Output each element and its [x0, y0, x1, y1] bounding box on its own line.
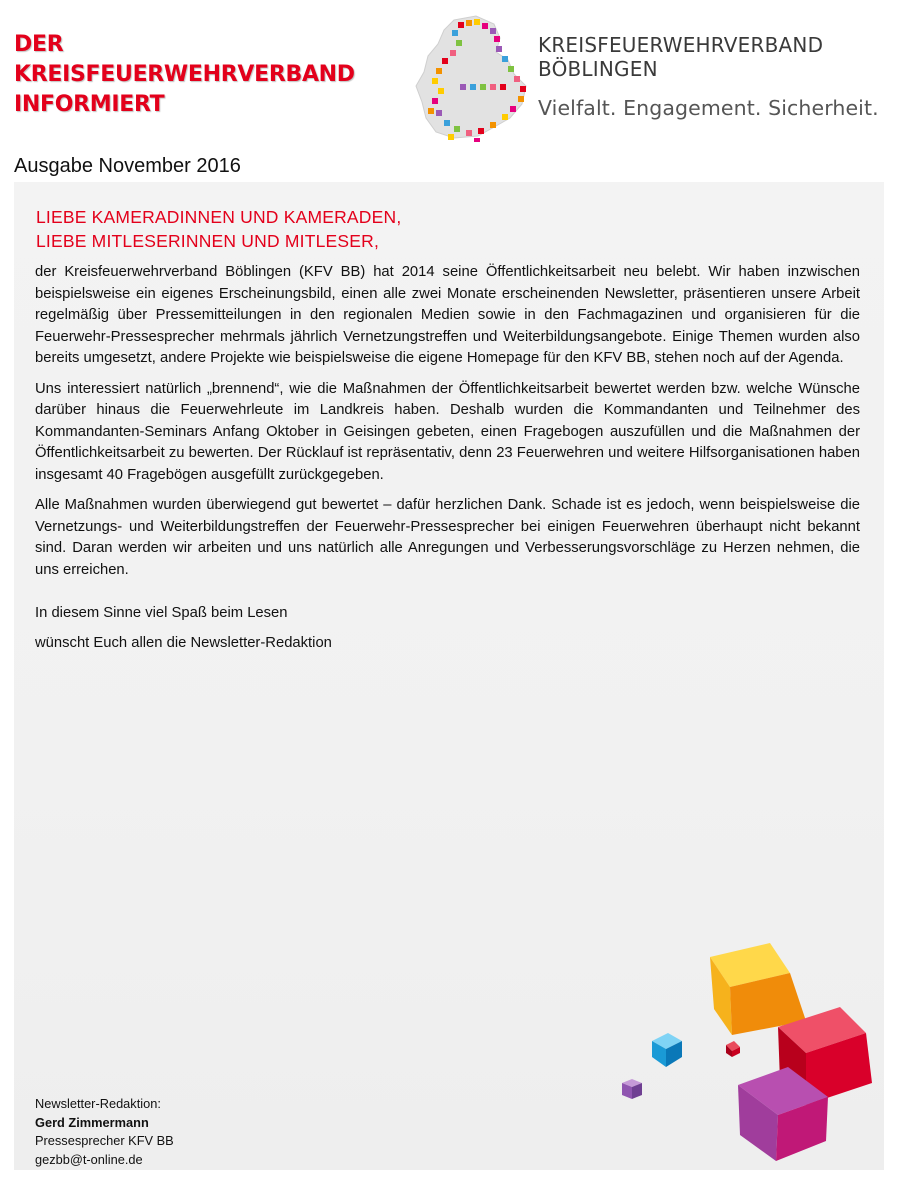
logo-square	[490, 122, 496, 128]
logo-square	[428, 108, 434, 114]
district-map-logo-icon	[414, 14, 532, 142]
paragraph: Alle Maßnahmen wurden überwiegend gut bewertet – dafür herzlichen Dank. Schade ist es jedoch, wenn beispielsweise die Vernetzungs- und Weiterbildungstreffen der Feuerwehr-Pressesprecher bei einigen Feuerwehren überhaupt nicht bekannt sind. Daran werden wir arbeiten und uns natürlich alle Anregungen und Verbesserungsvorschläge zu Herzen nehmen, die uns erreichen.	[35, 497, 860, 578]
organization-slogan: Vielfalt. Engagement. Sicherheit.	[538, 96, 879, 120]
logo-square	[478, 128, 484, 134]
title-line: KREISFEUERWEHRVERBAND	[14, 62, 355, 87]
logo-square	[474, 138, 480, 142]
logo-square	[454, 126, 460, 132]
logo-square	[500, 84, 506, 90]
logo-square	[444, 120, 450, 126]
tiny-red-cube-icon	[726, 1041, 740, 1057]
logo-square	[456, 40, 462, 46]
logo-square	[502, 56, 508, 62]
editor-role: Pressesprecher KFV BB	[35, 1133, 174, 1148]
issue-date: Ausgabe November 2016	[14, 155, 241, 177]
logo-square	[460, 84, 466, 90]
logo-square	[496, 46, 502, 52]
greeting	[36, 205, 401, 253]
logo-square	[502, 114, 508, 120]
purple-cube-icon	[622, 1079, 642, 1099]
greeting-line: LIEBE KAMERADINNEN UND KAMERADEN,	[36, 207, 402, 227]
logo-square	[510, 106, 516, 112]
logo-square	[490, 28, 496, 34]
logo-square	[520, 86, 526, 92]
logo-square	[470, 84, 476, 90]
logo-square	[466, 20, 472, 26]
greeting-line: LIEBE MITLESERINNEN UND MITLESER,	[36, 231, 380, 251]
logo-square	[490, 84, 496, 90]
closing-line: wünscht Euch allen die Newsletter-Redaktion	[35, 634, 332, 651]
logo-square	[514, 76, 520, 82]
logo-square	[480, 84, 486, 90]
colored-cubes-illustration	[610, 935, 880, 1170]
logo-square	[458, 22, 464, 28]
logo-square	[482, 23, 488, 29]
logo-square	[452, 30, 458, 36]
editorial-contact	[35, 1095, 174, 1169]
article-body	[35, 262, 860, 590]
footer-label: Newsletter-Redaktion:	[35, 1096, 161, 1111]
logo-square	[438, 88, 444, 94]
logo-square	[432, 78, 438, 84]
logo-square	[448, 134, 454, 140]
logo-square	[432, 98, 438, 104]
closing	[35, 603, 332, 662]
editor-name: Gerd Zimmermann	[35, 1114, 149, 1130]
closing-line: In diesem Sinne viel Spaß beim Lesen	[35, 605, 288, 621]
yellow-cube-icon	[710, 943, 806, 1035]
logo-square	[494, 36, 500, 42]
org-name-line: KREISFEUERWEHRVERBAND	[538, 33, 824, 57]
logo-square	[450, 50, 456, 56]
logo-square	[508, 66, 514, 72]
logo-square	[466, 130, 472, 136]
organization-name	[538, 33, 823, 81]
logo-square	[474, 19, 480, 25]
newsletter-title	[14, 30, 355, 120]
logo-square	[436, 110, 442, 116]
logo-square	[436, 68, 442, 74]
org-name-line: BÖBLINGEN	[538, 57, 658, 81]
title-line: INFORMIERT	[14, 92, 165, 117]
logo-square	[442, 58, 448, 64]
paragraph: Uns interessiert natürlich „brennend“, wie die Maßnahmen der Öffentlichkeitsarbeit bewertet werden bzw. welche Wünsche darüber hinaus die Feuerwehrleute im Landkreis haben. Deshalb wurden die Kommandanten und Teilnehmer des Kommandanten-Seminars Anfang Oktober in Geisingen gebeten, einen Fragebogen auszufüllen und die Maßnahmen der Öffentlichkeitsarbeit zu bewerten. Der Rücklauf ist repräsentativ, denn 23 Feuerwehren und weitere Hilfsorganisationen haben insgesamt 40 Fragebögen ausgefüllt zurückgegeben.	[35, 380, 860, 483]
logo-square	[518, 96, 524, 102]
title-line: DER	[14, 32, 64, 57]
editor-email[interactable]: gezbb@t-online.de	[35, 1151, 143, 1167]
paragraph: der Kreisfeuerwehrverband Böblingen (KFV BB) hat 2014 seine Öffentlichkeitsarbeit neu belebt. Wir haben inzwischen beispielsweise ein eigenes Erscheinungsbild, einen alle zwei Monate erscheinenden Newsletter, präsentieren unsere Arbeit regelmäßig über Pressemitteilungen in den regionalen Medien sowie in den Fachmagazinen und organisieren für die Feuerwehr-Pressesprecher mehrmals jährlich Vernetzungstreffen und Weiterbildungsangebote. Einige Themen wurden also bereits umgesetzt, andere Projekte wie beispielsweise die eigene Homepage für den KFV BB, stehen noch auf der Agenda.	[35, 264, 860, 366]
blue-cube-icon	[652, 1033, 682, 1067]
